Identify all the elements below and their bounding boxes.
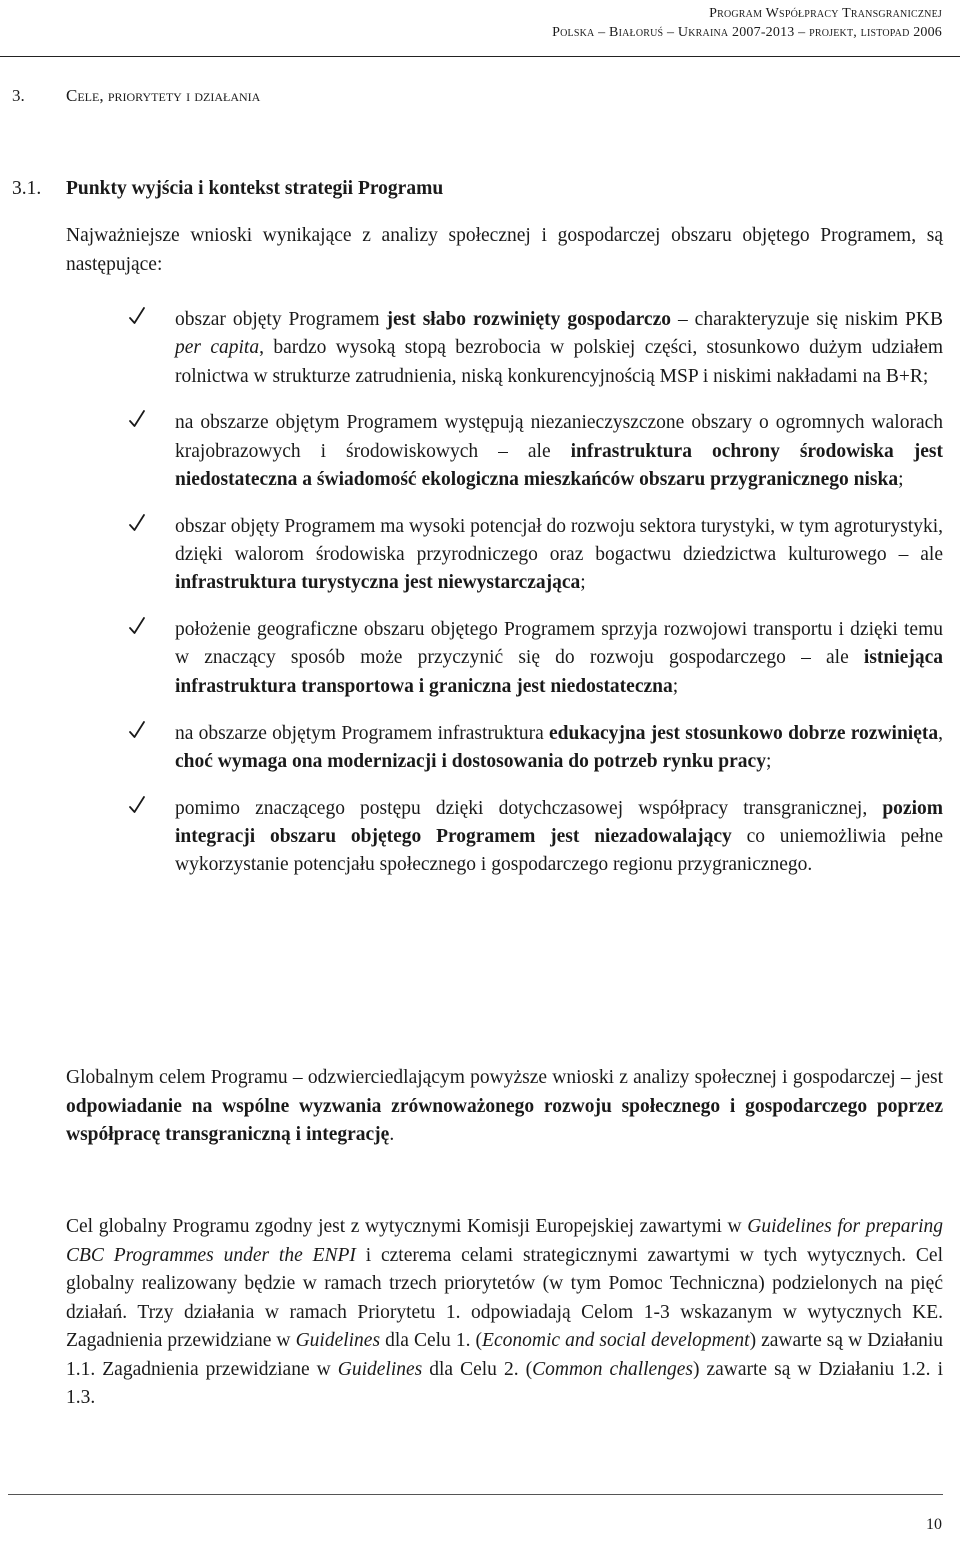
para-text: ) zawarte są w Działaniu 1.2. i 1.3. bbox=[66, 1358, 944, 1408]
item-emphasis: edukacyjna jest stosunkowo dobrze rozwinięta bbox=[549, 722, 939, 744]
list-item bbox=[175, 616, 943, 701]
subsection-title: Punkty wyjścia i kontekst strategii Programu bbox=[66, 178, 444, 199]
checkmark-icon bbox=[129, 795, 145, 815]
para-text: . bbox=[389, 1124, 395, 1145]
guidelines-paragraph bbox=[66, 1213, 943, 1413]
item-emphasis: poziom integracji obszaru objętego Programem jest niezadowalający bbox=[175, 797, 943, 847]
subsection-heading bbox=[12, 178, 443, 200]
para-text: Globalnym celem Programu – odzwierciedlającym powyższe wnioski z analizy społecznej i gospodarczej – jest bbox=[66, 1067, 943, 1088]
item-text: ; bbox=[765, 750, 772, 772]
conclusions-list bbox=[175, 306, 943, 898]
item-text: obszar objęty Programem ma wysoki potencjał do rozwoju sektora turystyki, w tym agroturystyki, dzięki walorom środowiska przyrodniczego oraz bogactwu dziedzictwa kulturowego – ale bbox=[175, 515, 943, 566]
item-text: pomimo znaczącego postępu dzięki dotychczasowej współpracy transgranicznej, bbox=[175, 797, 883, 819]
item-text: położenie geograficzne obszaru objętego Programem sprzyja rozwojowi transportu i dzięki temu w znaczący sposób może przyczynić się do rozwoju gospodarczego – ale bbox=[175, 619, 943, 669]
item-text: na obszarze objętym Programem występują niezanieczyszczone obszary o ogromnych walorach krajobrazowych i środowiskowych – ale bbox=[175, 412, 943, 462]
para-text: Cel globalny Programu zgodny jest z wytycznymi Komisji Europejskiej zawartymi w bbox=[66, 1216, 748, 1237]
item-text: , bardzo wysoką stopą bezrobocia w polskiej części, stosunkowo dużym udziałem rolnictwa w strukturze zatrudnienia, niską konkurencyjnością MSP i niskimi nakładami na B+R; bbox=[175, 337, 944, 387]
footer-divider bbox=[8, 1494, 943, 1495]
running-header bbox=[552, 4, 942, 42]
item-text: ; bbox=[580, 572, 586, 594]
item-text: – charakteryzuje się niskim PKB bbox=[670, 309, 943, 330]
list-item bbox=[175, 306, 943, 391]
para-emphasis: odpowiadanie na wspólne wyzwania zrównoważonego rozwoju społecznego i gospodarczego poprzez współpracę transgraniczną i integrację bbox=[66, 1095, 943, 1145]
item-text: obszar objęty Programem bbox=[175, 309, 387, 330]
section-heading bbox=[12, 86, 260, 106]
para-italic: Guidelines bbox=[337, 1358, 423, 1380]
checkmark-icon bbox=[129, 409, 145, 429]
para-italic: Guidelines bbox=[295, 1330, 381, 1351]
item-text: na obszarze objętym Programem infrastruktura bbox=[175, 722, 550, 744]
para-text: ) zawarte są w Działaniu 1.1. Zagadnienia przewidziane w bbox=[66, 1330, 944, 1380]
para-text: i czterema celami strategicznymi zawartymi w tych wytycznych. Cel globalny realizowany będzie w ramach trzech priorytetów (w tym Pomoc Techniczna) podzielonych na pięć działań. Trzy działania w ramach Priorytetu 1. odpowiadają Celom 1-3 wskazanym w wytycznych KE. Zagadnienia przewidziane w bbox=[66, 1244, 943, 1351]
item-emphasis: choć wymaga ona modernizacji i dostosowania do potrzeb rynku pracy bbox=[175, 750, 766, 772]
para-italic: Guidelines for preparing CBC Programmes under the ENPI bbox=[66, 1216, 943, 1266]
checkmark-icon bbox=[129, 720, 145, 740]
list-item bbox=[175, 720, 943, 777]
para-text: dla Celu 2. ( bbox=[422, 1358, 533, 1380]
list-item bbox=[175, 513, 943, 598]
page-number: 10 bbox=[926, 1516, 942, 1533]
item-text: , bbox=[938, 722, 944, 744]
list-item bbox=[175, 795, 943, 880]
header-divider bbox=[0, 56, 960, 57]
global-objective-paragraph bbox=[66, 1064, 943, 1150]
header-program-title: Program Współpracy Transgranicznej bbox=[709, 6, 942, 21]
section-title: Cele, priorytety i działania bbox=[66, 86, 261, 105]
item-italic: per capita bbox=[175, 337, 260, 359]
item-emphasis: infrastruktura turystyczna jest niewystarczająca bbox=[175, 572, 581, 594]
para-text: dla Celu 1. ( bbox=[380, 1330, 483, 1351]
section-number: 3. bbox=[12, 86, 25, 105]
item-emphasis: infrastruktura ochrony środowiska jest niedostateczna a świadomość ekologiczna mieszkańców obszaru przygranicznego niska bbox=[175, 440, 943, 490]
list-item bbox=[175, 409, 943, 494]
para-italic: Economic and social development bbox=[482, 1330, 750, 1351]
item-emphasis: jest słabo rozwinięty gospodarczo bbox=[386, 309, 671, 330]
para-italic: Common challenges bbox=[532, 1358, 693, 1380]
item-text: co uniemożliwia pełne wykorzystanie potencjału społecznego i gospodarczego regionu przygranicznego. bbox=[175, 825, 943, 876]
checkmark-icon bbox=[129, 513, 145, 533]
item-text: ; bbox=[898, 468, 904, 490]
intro-paragraph: Najważniejsze wnioski wynikające z analizy społecznej i gospodarczej obszaru objętego Programem, są następujące: bbox=[66, 225, 943, 275]
item-emphasis: istniejąca infrastruktura transportowa i graniczna jest niedostateczna bbox=[175, 647, 943, 697]
header-program-subtitle: Polska – Białoruś – Ukraina 2007-2013 – projekt, listopad 2006 bbox=[552, 25, 942, 40]
item-text: ; bbox=[672, 675, 679, 697]
checkmark-icon bbox=[129, 306, 145, 326]
subsection-number: 3.1. bbox=[12, 178, 42, 199]
checkmark-icon bbox=[129, 616, 145, 636]
